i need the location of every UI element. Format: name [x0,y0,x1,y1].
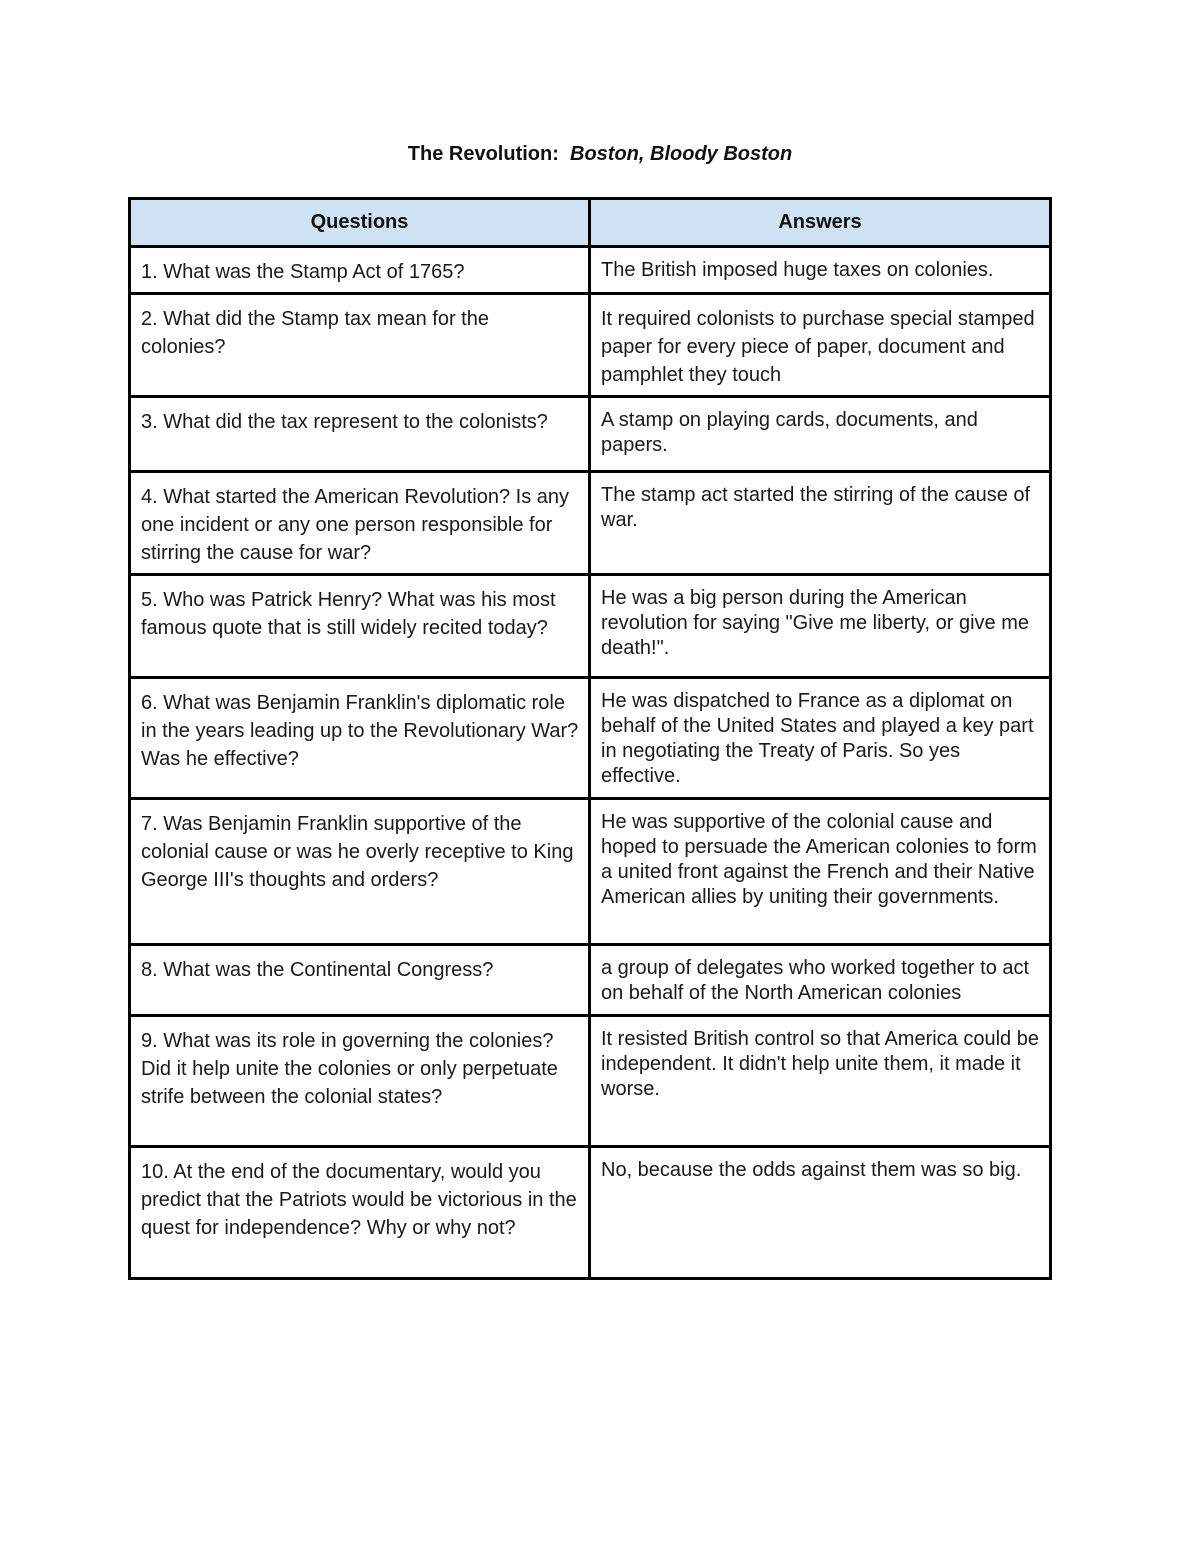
question-text: 8. What was the Continental Congress? [141,959,494,981]
title-main: The Revolution: [407,143,559,165]
document-title [0,141,1200,167]
question-cell [130,678,590,799]
table-row [130,799,1051,945]
table-row [130,1147,1051,1279]
question-cell [130,294,590,397]
questions-header: Questions [130,199,590,247]
question-cell [130,1016,590,1147]
question-text: 3. What did the tax represent to the colonists? [141,411,548,433]
table-row [130,1016,1051,1147]
answer-text: He was supportive of the colonial cause and hoped to persuade the American colonies to form a united front against the French and their Native American allies by uniting their governments. [601,811,1037,908]
answer-text: The British imposed huge taxes on colonies. [601,259,994,281]
qa-table [128,197,1052,1280]
table-row [130,294,1051,397]
answer-cell [590,678,1051,799]
answer-cell [590,1147,1051,1279]
table-header-row [130,199,1051,247]
answer-cell [590,397,1051,472]
answer-cell [590,472,1051,575]
answer-text: A stamp on playing cards, documents, and papers. [601,409,978,456]
answer-cell [590,1016,1051,1147]
table-row [130,678,1051,799]
question-text: 6. What was Benjamin Franklin's diplomatic role in the years leading up to the Revolutionary War? Was he effective? [141,692,579,770]
answer-text: No, because the odds against them was so big. [601,1159,1022,1181]
question-text: 9. What was its role in governing the colonies? Did it help unite the colonies or only perpetuate strife between the colonial states? [141,1030,558,1108]
question-cell [130,799,590,945]
table-row [130,397,1051,472]
question-cell [130,945,590,1016]
question-cell [130,472,590,575]
answer-text: a group of delegates who worked together to act on behalf of the North American colonies [601,957,1030,1004]
answers-header: Answers [590,199,1051,247]
table-row [130,945,1051,1016]
question-text: 5. Who was Patrick Henry? What was his most famous quote that is still widely recited today? [141,589,556,639]
answer-text: It resisted British control so that America could be independent. It didn't help unite them, it made it worse. [601,1028,1039,1100]
answer-text: He was a big person during the American revolution for saying "Give me liberty, or give me death!". [601,587,1030,659]
question-text: 2. What did the Stamp tax mean for the colonies? [141,308,489,358]
table-row [130,247,1051,294]
question-text: 1. What was the Stamp Act of 1765? [141,261,465,283]
answer-cell [590,294,1051,397]
answer-text: It required colonists to purchase special stamped paper for every piece of paper, document and pamphlet they touch [601,308,1035,386]
title-italic: Boston, Bloody Boston [570,143,793,165]
question-text: 4. What started the American Revolution? Is any one incident or any one person responsible for stirring the cause for war? [141,486,569,564]
table-row [130,575,1051,678]
question-cell [130,397,590,472]
question-text: 7. Was Benjamin Franklin supportive of the colonial cause or was he overly receptive to King George III's thoughts and orders? [141,813,574,891]
table-row [130,472,1051,575]
answer-cell [590,247,1051,294]
answer-cell [590,799,1051,945]
question-cell [130,1147,590,1279]
answer-text: He was dispatched to France as a diplomat on behalf of the United States and played a key part in negotiating the Treaty of Paris. So yes effective. [601,690,1034,787]
answer-text: The stamp act started the stirring of the cause of war. [601,484,1031,531]
question-cell [130,575,590,678]
question-cell [130,247,590,294]
question-text: 10. At the end of the documentary, would you predict that the Patriots would be victorious in the quest for independence? Why or why not? [141,1161,577,1239]
answer-cell [590,575,1051,678]
answer-cell [590,945,1051,1016]
